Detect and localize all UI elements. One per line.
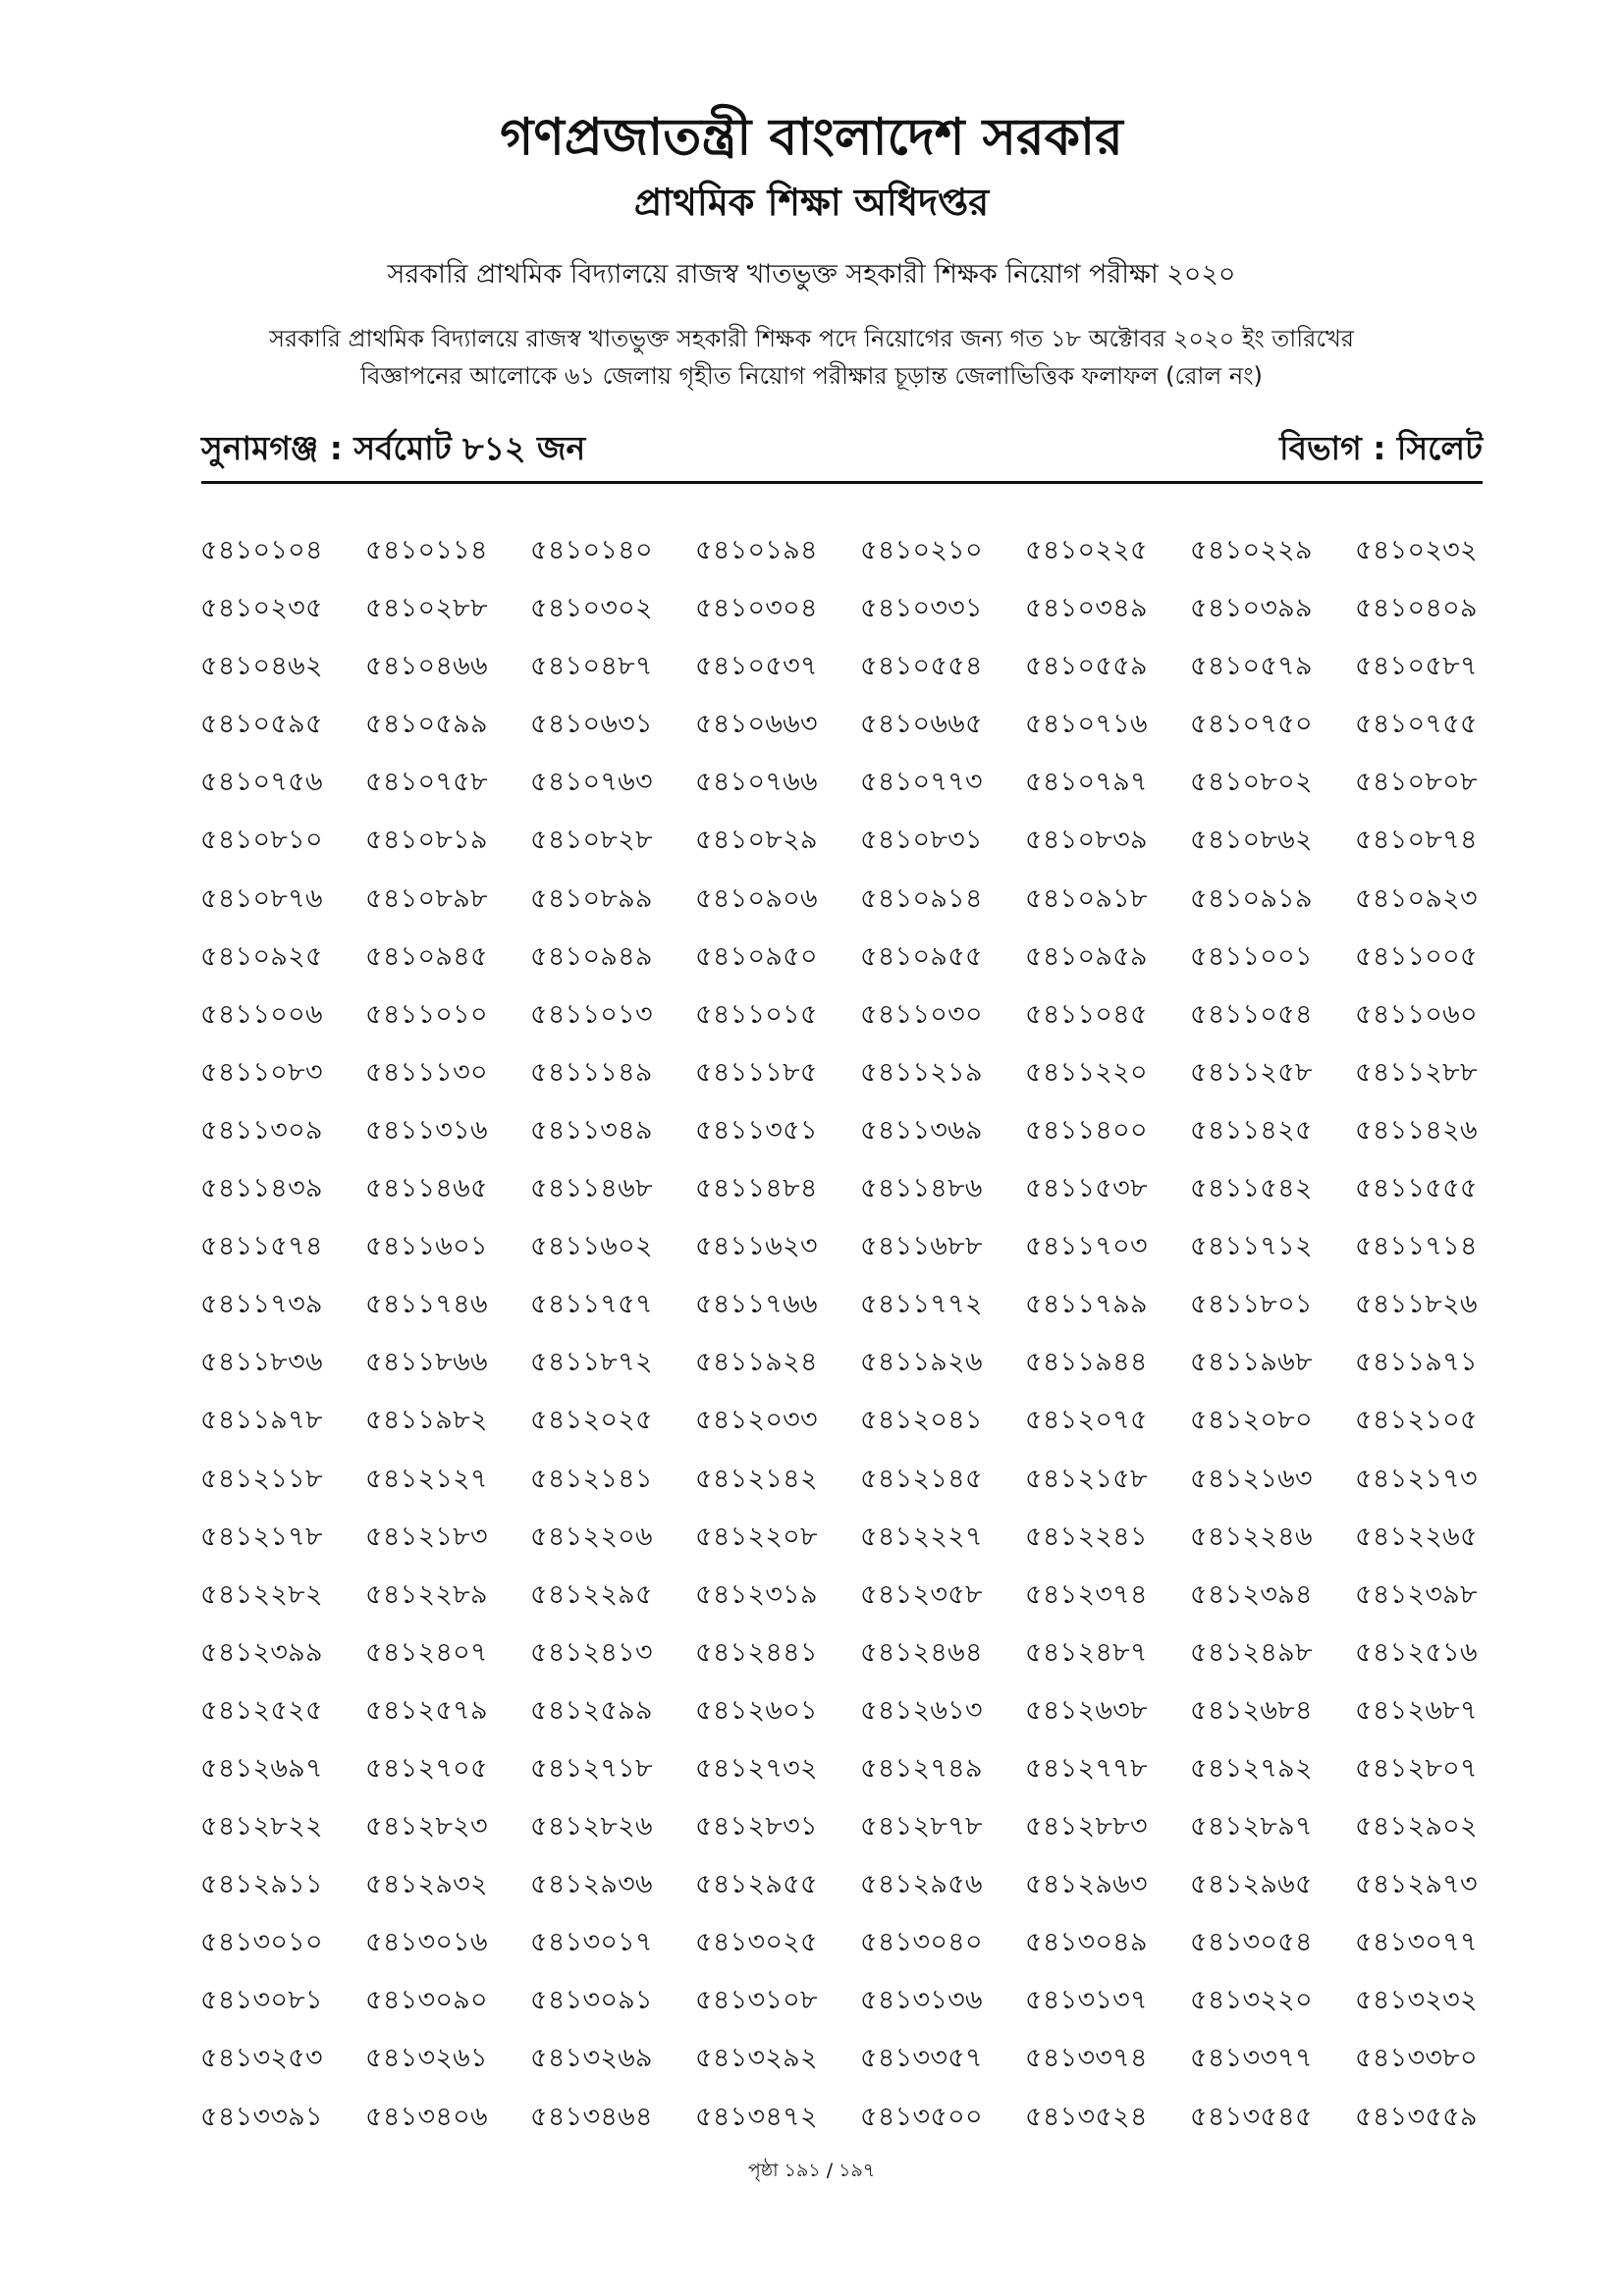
roll-number: ৫৪১২৯৬৫ xyxy=(1190,1869,1313,1900)
roll-number: ৫৪১১৭৩৯ xyxy=(200,1289,323,1320)
roll-number: ৫৪১১৯২৬ xyxy=(860,1347,983,1378)
roll-number: ৫৪১০৯১৮ xyxy=(1025,882,1148,914)
roll-number: ৫৪১৩৫৫৯ xyxy=(1355,2101,1478,2132)
roll-number: ৫৪১২৭৭৮ xyxy=(1025,1752,1148,1784)
roll-number: ৫৪১১০৩০ xyxy=(860,998,983,1030)
roll-number: ৫৪১১৬৮৮ xyxy=(860,1231,983,1262)
roll-number: ৫৪১০৬৬৫ xyxy=(860,709,983,740)
roll-number: ৫৪১২৪৮৭ xyxy=(1025,1636,1148,1668)
roll-number: ৫৪১০৮১৯ xyxy=(365,825,488,856)
roll-number: ৫৪১১৪৮৬ xyxy=(860,1173,983,1204)
roll-number: ৫৪১১৮৬৬ xyxy=(365,1347,488,1378)
roll-number: ৫৪১১৫৪২ xyxy=(1190,1173,1313,1204)
roll-number: ৫৪১১০০৬ xyxy=(200,998,323,1030)
roll-number: ৫৪১১৩০৯ xyxy=(200,1114,323,1146)
roll-number: ৫৪১২১৫৮ xyxy=(1025,1463,1148,1494)
roll-number: ৫৪১০৩৪৯ xyxy=(1025,593,1148,624)
roll-number: ৫৪১১৫৩৮ xyxy=(1025,1173,1148,1204)
roll-number: ৫৪১০৫৫৯ xyxy=(1025,651,1148,682)
roll-number: ৫৪১১২৮৮ xyxy=(1355,1056,1478,1088)
roll-number: ৫৪১০৫৩৭ xyxy=(695,651,818,682)
roll-number: ৫৪১৩২২০ xyxy=(1190,1985,1313,2016)
roll-number: ৫৪১০৫৯৫ xyxy=(200,709,323,740)
roll-number: ৫৪১২২৮২ xyxy=(200,1578,323,1610)
roll-number: ৫৪১১৪৮৪ xyxy=(695,1173,818,1204)
roll-number: ৫৪১২৫২৫ xyxy=(200,1694,323,1726)
roll-number: ৫৪১২৯৭৩ xyxy=(1355,1869,1478,1900)
roll-number: ৫৪১১০৪৫ xyxy=(1025,998,1148,1030)
roll-number: ৫৪১০৬৩১ xyxy=(530,709,653,740)
roll-number: ৫৪১১৮০১ xyxy=(1190,1289,1313,1320)
roll-number: ৫৪১৩১৩৭ xyxy=(1025,1985,1148,2016)
roll-number: ৫৪১১১৮৫ xyxy=(695,1056,818,1088)
roll-number: ৫৪১১৭০৩ xyxy=(1025,1231,1148,1262)
roll-number: ৫৪১২৯৩২ xyxy=(365,1869,488,1900)
roll-number: ৫৪১১০০১ xyxy=(1190,940,1313,972)
roll-number: ৫৪১০৪৬৬ xyxy=(365,651,488,682)
roll-number: ৫৪১৩৫৪৫ xyxy=(1190,2101,1313,2132)
roll-number: ৫৪১০৩০৪ xyxy=(695,593,818,624)
roll-number: ৫৪১০২২৯ xyxy=(1190,535,1313,565)
roll-number: ৫৪১০১১৪ xyxy=(365,535,488,565)
roll-number: ৫৪১২৮২২ xyxy=(200,1811,323,1842)
roll-number: ৫৪১২১৪৫ xyxy=(860,1463,983,1494)
roll-number: ৫৪১১৯৬৮ xyxy=(1190,1347,1313,1378)
roll-number: ৫৪১০২২৫ xyxy=(1025,535,1148,565)
roll-number-grid xyxy=(200,533,1496,2158)
roll-number: ৫৪১০৭৫৫ xyxy=(1355,709,1478,740)
roll-number: ৫৪১২১১৮ xyxy=(200,1463,323,1494)
roll-number: ৫৪১০৯২৫ xyxy=(200,940,323,972)
roll-number: ৫৪১৩১০৮ xyxy=(695,1985,818,2016)
roll-number: ৫৪১২০২৫ xyxy=(530,1405,653,1436)
roll-number: ৫৪১২৮৯৭ xyxy=(1190,1811,1313,1842)
roll-number: ৫৪১০৮৯৯ xyxy=(530,882,653,914)
roll-number: ৫৪১০৩৯৯ xyxy=(1190,593,1313,624)
roll-number: ৫৪১১৫৭৪ xyxy=(200,1231,323,1262)
roll-number: ৫৪১৩০৭৭ xyxy=(1355,1927,1478,1958)
roll-number: ৫৪১২২২৭ xyxy=(860,1521,983,1552)
directorate-title: প্রাথমিক শিক্ষা অধিদপ্তর xyxy=(633,181,990,224)
roll-number: ৫৪১২২৮৯ xyxy=(365,1578,488,1610)
roll-number: ৫৪১২৮৭৮ xyxy=(860,1811,983,1842)
roll-number: ৫৪১৩০৪৯ xyxy=(1025,1927,1148,1958)
roll-number: ৫৪১৩০৯১ xyxy=(530,1985,653,2016)
roll-number: ৫৪১০৫৯৯ xyxy=(365,709,488,740)
exam-title: সরকারি প্রাথমিক বিদ্যালয়ে রাজস্ব খাতভুক্ত সহকারী শিক্ষক নিয়োগ পরীক্ষা ২০২০ xyxy=(387,259,1236,290)
roll-number: ৫৪১০৮২৮ xyxy=(530,825,653,856)
roll-number: ৫৪১২৩৯৯ xyxy=(200,1636,323,1668)
roll-number: ৫৪১২১৮৩ xyxy=(365,1521,488,1552)
roll-number: ৫৪১১৯৮২ xyxy=(365,1405,488,1436)
roll-number: ৫৪১০৭৫৬ xyxy=(200,767,323,798)
roll-number: ৫৪১০৯৫৫ xyxy=(860,940,983,972)
roll-number: ৫৪১১৪২৫ xyxy=(1190,1114,1313,1146)
roll-number: ৫৪১১৩১৬ xyxy=(365,1114,488,1146)
roll-number: ৫৪১২৩৯৪ xyxy=(1190,1578,1313,1610)
roll-number: ৫৪১২৯১১ xyxy=(200,1869,323,1900)
roll-number: ৫৪১২৬৩৮ xyxy=(1025,1694,1148,1726)
roll-number: ৫৪১২৬১৩ xyxy=(860,1694,983,1726)
roll-number: ৫৪১২৩৫৮ xyxy=(860,1578,983,1610)
roll-number: ৫৪১১০০৫ xyxy=(1355,940,1478,972)
roll-number: ৫৪১১৪০০ xyxy=(1025,1114,1148,1146)
roll-number: ৫৪১২০৪১ xyxy=(860,1405,983,1436)
roll-number: ৫৪১১৩৪৯ xyxy=(530,1114,653,1146)
roll-number: ৫৪১০৮৩১ xyxy=(860,825,983,856)
roll-number: ৫৪১০১৪০ xyxy=(530,535,653,565)
roll-number: ৫৪১২৯০২ xyxy=(1355,1811,1478,1842)
roll-number: ৫৪১২৬৮৪ xyxy=(1190,1694,1313,1726)
roll-number: ৫৪১৩০১৭ xyxy=(530,1927,653,1958)
roll-number: ৫৪১১৬০১ xyxy=(365,1231,488,1262)
roll-number: ৫৪১১১৪৯ xyxy=(530,1056,653,1088)
roll-number: ৫৪১২৬৮৭ xyxy=(1355,1694,1478,1726)
roll-number: ৫৪১০৪৮৭ xyxy=(530,651,653,682)
roll-number: ৫৪১২৫৯৯ xyxy=(530,1694,653,1726)
roll-number: ৫৪১২৮৩১ xyxy=(695,1811,818,1842)
roll-number: ৫৪১২১৬৩ xyxy=(1190,1463,1313,1494)
roll-number: ৫৪১১৪৩৯ xyxy=(200,1173,323,1204)
roll-number: ৫৪১১৭৭২ xyxy=(860,1289,983,1320)
notice-line-2: বিজ্ঞাপনের আলোকে ৬১ জেলায় গৃহীত নিয়োগ পরীক্ষার চূড়ান্ত জেলাভিত্তিক ফলাফল (রোল নং) xyxy=(360,362,1263,390)
roll-number: ৫৪১১৬০২ xyxy=(530,1231,653,1262)
roll-number: ৫৪১০৭৫৮ xyxy=(365,767,488,798)
roll-number: ৫৪১২১৭৩ xyxy=(1355,1463,1478,1494)
roll-number: ৫৪১২২৪১ xyxy=(1025,1521,1148,1552)
roll-number: ৫৪১১৪৬৮ xyxy=(530,1173,653,1204)
roll-number: ৫৪১২২০৬ xyxy=(530,1521,653,1552)
roll-number: ৫৪১০৯৪৫ xyxy=(365,940,488,972)
roll-number: ৫৪১০৭৯৭ xyxy=(1025,767,1148,798)
roll-number: ৫৪১০৮২৯ xyxy=(695,825,818,856)
roll-number: ৫৪১১১৩০ xyxy=(365,1056,488,1088)
roll-number: ৫৪১১০৫৪ xyxy=(1190,998,1313,1030)
roll-number: ৫৪১১৪৬৫ xyxy=(365,1173,488,1204)
roll-number: ৫৪১৩৩৭৪ xyxy=(1025,2043,1148,2074)
roll-number: ৫৪১১০৬০ xyxy=(1355,998,1478,1030)
roll-number: ৫৪১০৮১০ xyxy=(200,825,323,856)
roll-number: ৫৪১২৩৭৪ xyxy=(1025,1578,1148,1610)
roll-number: ৫৪১১০১৫ xyxy=(695,998,818,1030)
roll-number: ৫৪১২২৪৬ xyxy=(1190,1521,1313,1552)
roll-number: ৫৪১০৯০৬ xyxy=(695,882,818,914)
roll-number: ৫৪১০৭৬৬ xyxy=(695,767,818,798)
roll-number: ৫৪১৩০৯০ xyxy=(365,1985,488,2016)
roll-number: ৫৪১০৮০২ xyxy=(1190,767,1313,798)
roll-number: ৫৪১০২৩২ xyxy=(1355,535,1478,565)
roll-number: ৫৪১২৯৬৩ xyxy=(1025,1869,1148,1900)
roll-number: ৫৪১১৬২৩ xyxy=(695,1231,818,1262)
roll-number: ৫৪১২০৭৫ xyxy=(1025,1405,1148,1436)
roll-number: ৫৪১৩২৫৩ xyxy=(200,2043,323,2074)
roll-number: ৫৪১০৫৫৪ xyxy=(860,651,983,682)
roll-number: ৫৪১১৫৫৫ xyxy=(1355,1173,1478,1204)
roll-number: ৫৪১১৮৩৬ xyxy=(200,1347,323,1378)
roll-number: ৫৪১২১৭৮ xyxy=(200,1521,323,1552)
roll-number: ৫৪১১৭৯৯ xyxy=(1025,1289,1148,1320)
roll-number: ৫৪১৩০৪০ xyxy=(860,1927,983,1958)
roll-number: ৫৪১১৩৫১ xyxy=(695,1114,818,1146)
roll-number: ৫৪১২৪০৭ xyxy=(365,1636,488,1668)
roll-number: ৫৪১১২২০ xyxy=(1025,1056,1148,1088)
roll-number: ৫৪১১৭৫৭ xyxy=(530,1289,653,1320)
roll-number: ৫৪১২১৪১ xyxy=(530,1463,653,1494)
roll-number: ৫৪১২১২৭ xyxy=(365,1463,488,1494)
roll-number: ৫৪১০৫৮৭ xyxy=(1355,651,1478,682)
roll-number: ৫৪১০৭৬৩ xyxy=(530,767,653,798)
roll-number: ৫৪১২৭৯২ xyxy=(1190,1752,1313,1784)
roll-number: ৫৪১১৭১৪ xyxy=(1355,1231,1478,1262)
roll-number: ৫৪১২৯৫৫ xyxy=(695,1869,818,1900)
roll-number: ৫৪১২৪৬৪ xyxy=(860,1636,983,1668)
roll-number: ৫৪১০২৮৮ xyxy=(365,593,488,624)
roll-number: ৫৪১০১৯৪ xyxy=(695,535,818,565)
roll-number: ৫৪১২১০৫ xyxy=(1355,1405,1478,1436)
roll-number: ৫৪১৩২৯২ xyxy=(695,2043,818,2074)
roll-number: ৫৪১১০৮৩ xyxy=(200,1056,323,1088)
roll-number: ৫৪১১৮৭২ xyxy=(530,1347,653,1378)
roll-number: ৫৪১০৭৫০ xyxy=(1190,709,1313,740)
roll-number: ৫৪১১০১৩ xyxy=(530,998,653,1030)
roll-number: ৫৪১২২৯৫ xyxy=(530,1578,653,1610)
roll-number: ৫৪১১২১৯ xyxy=(860,1056,983,1088)
roll-number: ৫৪১০৮৭৪ xyxy=(1355,825,1478,856)
roll-number: ৫৪১০২৩৫ xyxy=(200,593,323,624)
roll-number: ৫৪১৩৩৯১ xyxy=(200,2101,323,2132)
roll-number: ৫৪১০২১০ xyxy=(860,535,983,565)
roll-number: ৫৪১০৮৬২ xyxy=(1190,825,1313,856)
roll-number: ৫৪১৩৪০৬ xyxy=(365,2101,488,2132)
roll-number: ৫৪১২২৬৫ xyxy=(1355,1521,1478,1552)
roll-number: ৫৪১২৭৩২ xyxy=(695,1752,818,1784)
roll-number: ৫৪১১৭১২ xyxy=(1190,1231,1313,1262)
roll-number: ৫৪১০৩৩১ xyxy=(860,593,983,624)
roll-number: ৫৪১৩০১৬ xyxy=(365,1927,488,1958)
roll-number: ৫৪১১৯৭১ xyxy=(1355,1347,1478,1378)
roll-number: ৫৪১১২৫৮ xyxy=(1190,1056,1313,1088)
roll-number: ৫৪১১৯৪৪ xyxy=(1025,1347,1148,1378)
roll-number: ৫৪১২৫৭৯ xyxy=(365,1694,488,1726)
roll-number: ৫৪১৩২৩২ xyxy=(1355,1985,1478,2016)
roll-number: ৫৪১১৮২৬ xyxy=(1355,1289,1478,1320)
roll-number: ৫৪১২০৮০ xyxy=(1190,1405,1313,1436)
government-title: গণপ্রজাতন্ত্রী বাংলাদেশ সরকার xyxy=(500,108,1123,167)
roll-number: ৫৪১৩৩৮০ xyxy=(1355,2043,1478,2074)
roll-number: ৫৪১০৯১৪ xyxy=(860,882,983,914)
roll-number: ৫৪১০৯৪৯ xyxy=(530,940,653,972)
roll-number: ৫৪১০৪৬২ xyxy=(200,651,323,682)
roll-number: ৫৪১০৩০২ xyxy=(530,593,653,624)
roll-number: ৫৪১০৯৫৯ xyxy=(1025,940,1148,972)
roll-number: ৫৪১৩৩৫৭ xyxy=(860,2043,983,2074)
district-total: সুনামগঞ্জ : সর্বমোট ৮১২ জন xyxy=(201,429,586,467)
roll-number: ৫৪১০৫৭৯ xyxy=(1190,651,1313,682)
roll-number: ৫৪১০৪০৯ xyxy=(1355,593,1478,624)
roll-number: ৫৪১১৪২৬ xyxy=(1355,1114,1478,1146)
roll-number: ৫৪১২৯৩৬ xyxy=(530,1869,653,1900)
roll-number: ৫৪১১৩৬৯ xyxy=(860,1114,983,1146)
roll-number: ৫৪১৩১৩৬ xyxy=(860,1985,983,2016)
roll-number: ৫৪১০৭১৬ xyxy=(1025,709,1148,740)
roll-number: ৫৪১২০৩৩ xyxy=(695,1405,818,1436)
roll-number: ৫৪১২২০৮ xyxy=(695,1521,818,1552)
roll-number: ৫৪১২৫১৬ xyxy=(1355,1636,1478,1668)
roll-number: ৫৪১৩০২৫ xyxy=(695,1927,818,1958)
roll-number: ৫৪১০৮৯৮ xyxy=(365,882,488,914)
roll-number: ৫৪১২৮২৩ xyxy=(365,1811,488,1842)
roll-number: ৫৪১৩৫০০ xyxy=(860,2101,983,2132)
roll-number: ৫৪১৩২৬১ xyxy=(365,2043,488,2074)
roll-number: ৫৪১২৩১৯ xyxy=(695,1578,818,1610)
roll-number: ৫৪১২৪৪১ xyxy=(695,1636,818,1668)
roll-number: ৫৪১০৮০৮ xyxy=(1355,767,1478,798)
page-number: পৃষ্ঠা ১৯১ / ১৯৭ xyxy=(747,2160,876,2181)
roll-number: ৫৪১২৩৯৮ xyxy=(1355,1578,1478,1610)
roll-number: ৫৪১২৭১৮ xyxy=(530,1752,653,1784)
roll-number: ৫৪১২৮০৭ xyxy=(1355,1752,1478,1784)
roll-number: ৫৪১০৯১৯ xyxy=(1190,882,1313,914)
roll-number: ৫৪১৩৪৬৪ xyxy=(530,2101,653,2132)
roll-number: ৫৪১২৯৫৬ xyxy=(860,1869,983,1900)
roll-number: ৫৪১২১৪২ xyxy=(695,1463,818,1494)
roll-number: ৫৪১৩৩৭৭ xyxy=(1190,2043,1313,2074)
roll-number: ৫৪১০৯২৩ xyxy=(1355,882,1478,914)
division-label: বিভাগ : সিলেট xyxy=(1279,429,1483,467)
roll-number: ৫৪১১৯২৪ xyxy=(695,1347,818,1378)
roll-number: ৫৪১০১০৪ xyxy=(200,535,323,565)
roll-number: ৫৪১১৯৭৮ xyxy=(200,1405,323,1436)
roll-number: ৫৪১১০১০ xyxy=(365,998,488,1030)
roll-number: ৫৪১২৮৮৩ xyxy=(1025,1811,1148,1842)
roll-number: ৫৪১২৪১৩ xyxy=(530,1636,653,1668)
roll-number: ৫৪১০৭৭৩ xyxy=(860,767,983,798)
roll-number: ৫৪১০৬৬৩ xyxy=(695,709,818,740)
roll-number: ৫৪১৩০৮১ xyxy=(200,1985,323,2016)
roll-number: ৫৪১২৬০১ xyxy=(695,1694,818,1726)
roll-number: ৫৪১২৬৯৭ xyxy=(200,1752,323,1784)
roll-number: ৫৪১২৪৯৮ xyxy=(1190,1636,1313,1668)
result-header xyxy=(201,424,1483,484)
roll-number: ৫৪১৩৪৭২ xyxy=(695,2101,818,2132)
notice-line-1: সরকারি প্রাথমিক বিদ্যালয়ে রাজস্ব খাতভুক্ত সহকারী শিক্ষক পদে নিয়োগের জন্য গত ১৮ অক্টোবর ২০২০ ইং তারিখের xyxy=(269,325,1354,352)
roll-number: ৫৪১১৭৪৬ xyxy=(365,1289,488,1320)
roll-number: ৫৪১০৮৩৯ xyxy=(1025,825,1148,856)
roll-number: ৫৪১২৭৪৯ xyxy=(860,1752,983,1784)
roll-number: ৫৪১০৯৫০ xyxy=(695,940,818,972)
roll-number: ৫৪১২৮২৬ xyxy=(530,1811,653,1842)
roll-number: ৫৪১০৮৭৬ xyxy=(200,882,323,914)
notice-text xyxy=(196,320,1427,395)
roll-number: ৫৪১৩২৬৯ xyxy=(530,2043,653,2074)
roll-number: ৫৪১১৭৬৬ xyxy=(695,1289,818,1320)
roll-number: ৫৪১২৭০৫ xyxy=(365,1752,488,1784)
roll-number: ৫৪১৩০১০ xyxy=(200,1927,323,1958)
roll-number: ৫৪১৩৫২৪ xyxy=(1025,2101,1148,2132)
roll-number: ৫৪১৩০৫৪ xyxy=(1190,1927,1313,1958)
